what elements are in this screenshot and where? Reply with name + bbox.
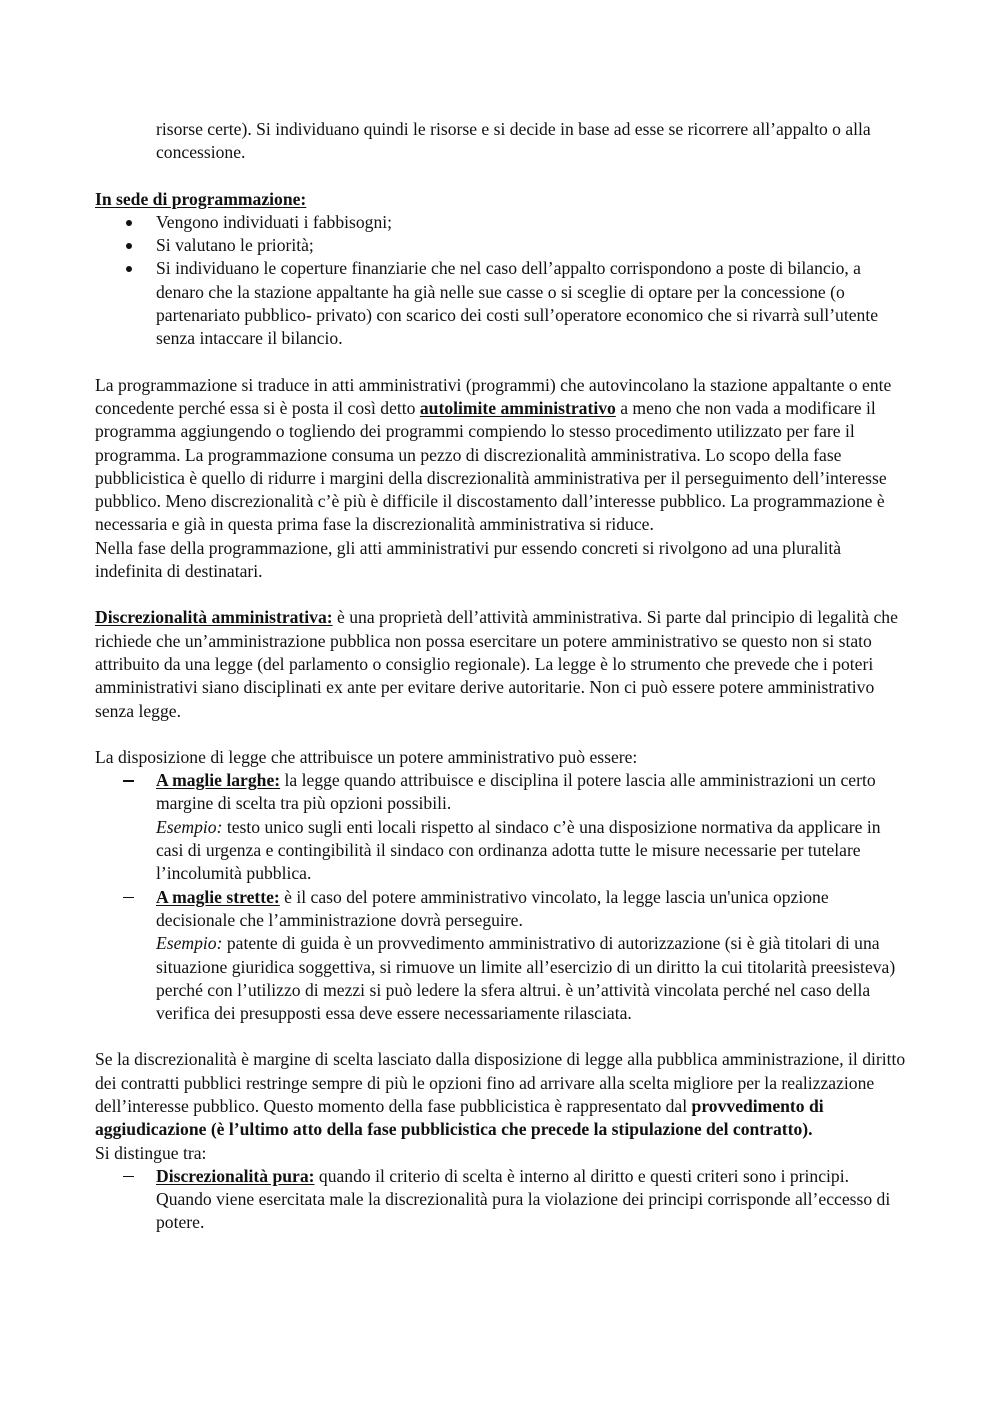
programmazione-paragraph-2: Nella fase della programmazione, gli atti amministrativi pur essendo concreti si rivolgono ad una pluralità indefinita di destinatari. <box>95 537 842 582</box>
aggiudicazione-paragraph: Se la discrezionalità è margine di scelta lasciato dalla disposizione di legge alla pubblica amministrazione, il diritto dei contratti pubblici restringe sempre di più le opzioni fino ad arrivare alla scelta migliore per la realizzazione dell’interesse pubblico. Questo momento della fase pubblicistica è rappresentato dal provvedimento di aggiudicazione (è l’ultimo atto della fase pubblicistica che precede la stipulazione del contratto). <box>95 1049 906 1140</box>
dash-icon <box>123 897 134 898</box>
bullet-icon <box>126 220 132 226</box>
programmazione-paragraph: La programmazione si traduce in atti amministrativi (programmi) che autovincolano la stazione appaltante o ente concedente perché essa si è posta il così detto autolimite amministrativo a meno che non vada a modificare il programma aggiungendo o togliendo dei programmi compiendo lo stesso procedimento utilizzato per fare il programma. La programmazione consuma un pezzo di discrezionalità amministrativa. Lo scopo della fase pubblicistica è quello di ridurre i margini della discrezionalità amministrativa per il perseguimento dell’interesse pubblico. Meno discrezionalità c’è più è difficile il discostamento dall’interesse pubblico. La programmazione è necessaria e già in questa prima fase la discrezionalità amministrativa si riduce. <box>95 374 892 535</box>
list-item: Vengono individuati i fabbisogni; <box>95 211 907 234</box>
list-item: A maglie strette: è il caso del potere amministrativo vincolato, la legge lascia un'unica opzione decisionale che l’amministrazione dovrà perseguire. Esempio: patente di guida è un provvedimento amministrativo di autorizzazione (si è già titolari di una situazione giuridica soggettiva, si rimuove un limite all’esercizio di un diritto la cui titolarità preesisteva) perché con l’utilizzo di mezzi si può ledere la sfera altrui. è un’attività vincolata perché nel caso della verifica dei presupposti essa deve essere necessariamente rilasciata. <box>95 886 907 1026</box>
autolimite-term: autolimite amministrativo <box>419 397 616 418</box>
list-item: A maglie larghe: la legge quando attribuisce e disciplina il potere lascia alle amministrazioni un certo margine di scelta tra più opzioni possibili. Esempio: testo unico sugli enti locali rispetto al sindaco c’è una disposizione normativa da applicare in casi di urgenza e contingibilità il sindaco con ordinanza adotta tutte le misure necessarie per tutelare l’incolumità pubblica. <box>95 769 907 885</box>
list-item: Si individuano le coperture finanziarie che nel caso dell’appalto corrispondono a poste di bilancio, a denaro che la stazione appaltante ha già nelle sue casse o si sceglie di optare per la concessione (o partenariato pubblico- privato) con scarico dei costi sull’operatore economico che si rivarrà sull’utente senza intaccare il bilancio. <box>95 257 907 350</box>
continuation-paragraph: risorse certe). Si individuano quindi le risorse e si decide in base ad esse se ricorrere all’appalto o alla concessione. <box>156 119 871 163</box>
disposizione-list <box>95 769 907 1025</box>
discrezionalita-types-list <box>95 1165 907 1235</box>
document-body <box>95 118 907 1235</box>
distingue-line: Si distingue tra: <box>95 1142 207 1163</box>
aggiudicazione-bold: provvedimento di aggiudicazione (è l’ultimo atto della fase pubblicistica che precede la stipulazione del contratto). <box>95 1095 824 1140</box>
bullet-icon <box>126 266 132 272</box>
programmazione-heading: In sede di programmazione: <box>95 188 307 209</box>
list-item: Si valutano le priorità; <box>95 234 907 257</box>
disposizione-intro: La disposizione di legge che attribuisce un potere amministrativo può essere: <box>95 746 638 767</box>
dash-icon <box>123 1176 134 1177</box>
discrezionalita-term: Discrezionalità amministrativa: <box>95 607 333 628</box>
dash-icon <box>123 780 134 781</box>
bullet-icon <box>126 243 132 249</box>
programmazione-list <box>95 211 907 351</box>
list-item: Discrezionalità pura: quando il criterio di scelta è interno al diritto e questi criteri sono i principi. Quando viene esercitata male la discrezionalità pura la violazione dei principi corrisponde all’eccesso di potere. <box>95 1165 907 1235</box>
discrezionalita-paragraph: Discrezionalità amministrativa: è una proprietà dell’attività amministrativa. Si parte dal principio di legalità che richiede che un’amministrazione pubblica non possa esercitare un potere amministrativo se questo non si stato attribuito da una legge (del parlamento o consiglio regionale). La legge è lo strumento che prevede che i poteri amministrativi siano disciplinati ex ante per evitare derive autoritarie. Non ci può essere potere amministrativo senza legge. <box>95 607 898 721</box>
